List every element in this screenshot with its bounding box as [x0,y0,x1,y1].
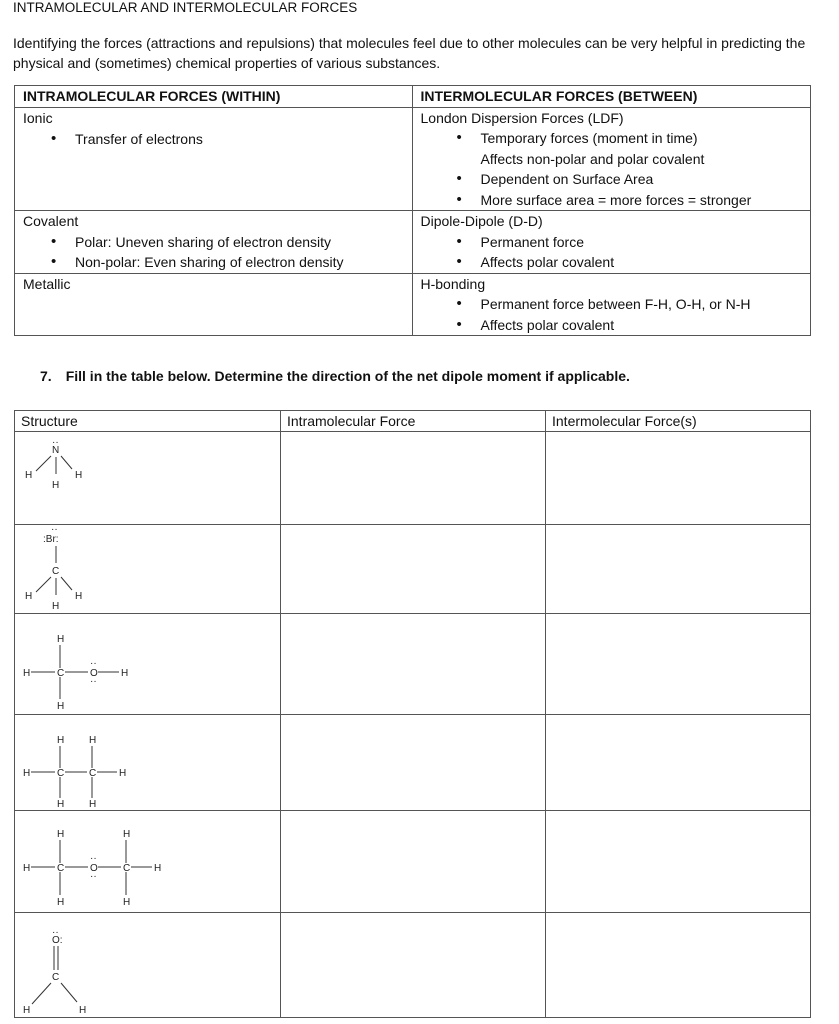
ch3oh-atom-o: O [90,668,98,679]
ch3och3-atom-c1: C [57,863,65,874]
answer-intra-c2h6[interactable] [281,715,546,811]
c2h6-atom-c2: C [89,768,97,779]
hb-bullet-1: • Permanent force between F-H, O-H, or N-H [481,294,803,315]
nh3-structure-drawing [15,432,280,524]
question-number: 7. [40,368,52,384]
inter-header: INTERMOLECULAR FORCES (BETWEEN) [412,86,811,108]
header-structure: Structure [15,411,281,432]
ch3och3-atom-c2: C [123,863,131,874]
intro-paragraph: Identifying the forces (attractions and repulsions) that molecules feel due to other molecules can be very helpful in predicting the physical and (sometimes) chemical properties of various substances. [13,35,806,71]
answer-inter-ch3br[interactable] [546,525,811,614]
c2h6-atom-h3: H [23,768,31,779]
header-intramolecular: Intramolecular Force [281,411,546,432]
dd-bullet-1: • Permanent force [481,232,803,253]
answer-intra-ch3br[interactable] [281,525,546,614]
ch3br-atom-c: C [52,566,60,577]
ch3oh-atom-h-left: H [23,668,31,679]
hb-cell [412,273,811,336]
metallic-label: Metallic [23,275,71,292]
ch3och3-lone-pair-top: ·· [90,853,97,864]
h2co-atom-h1: H [23,1005,31,1016]
h2co-structure-drawing [15,913,280,1017]
ch3och3-structure-drawing [15,811,280,912]
intra-header: INTRAMOLECULAR FORCES (WITHIN) [15,86,413,108]
h2co-atom-h2: H [79,1005,87,1016]
covalent-label: Covalent [23,213,79,229]
ch3och3-atom-h6: H [123,897,131,908]
metallic-cell [15,273,413,336]
ch3br-atom-h2: H [75,591,83,602]
h2co-lone-pair-top: ·· [52,927,59,938]
ch3och3-atom-h1: H [57,829,65,840]
ch3och3-atom-h5: H [57,897,65,908]
c2h6-atom-h4: H [119,768,127,779]
ch3br-lone-pair: ·· [51,525,58,535]
dd-label: Dipole-Dipole (D-D) [420,213,543,229]
answer-inter-c2h6[interactable] [546,715,811,811]
ch3och3-lone-pair-bottom: ·· [90,871,97,882]
c2h6-atom-c1: C [57,768,65,779]
covalent-cell [15,211,413,274]
ionic-bullet: • Transfer of electrons [75,129,404,150]
ch3oh-atom-h-bottom: H [57,701,65,712]
answer-inter-h2co[interactable] [546,913,811,1018]
question-text: Fill in the table below. Determine the direction of the net dipole moment if applicable. [65,368,630,384]
c2h6-atom-h6: H [89,799,97,810]
nh3-atom-h3: H [52,480,60,491]
nh3-atom-h2: H [75,470,83,481]
structure-h2co [15,913,281,1018]
h2co-atom-c: C [52,972,60,983]
ch3oh-lone-pair-top: ·· [90,658,97,669]
covalent-bullet-nonpolar: • Non-polar: Even sharing of electron density [75,252,404,273]
ch3br-atom-br: :Br: [43,534,59,545]
answer-inter-ch3och3[interactable] [546,811,811,913]
ionic-cell [15,107,413,211]
answer-intra-nh3[interactable] [281,432,546,525]
dd-bullet-2: • Affects polar covalent [481,252,803,273]
c2h6-atom-h1: H [57,735,65,746]
answer-intra-ch3och3[interactable] [281,811,546,913]
ch3och3-atom-h2: H [123,829,131,840]
ch3br-atom-h3: H [52,601,60,612]
ch3br-atom-h1: H [25,591,33,602]
structure-ch3oh [15,614,281,715]
nh3-lone-pair: ·· [52,437,59,448]
forces-table [14,85,811,336]
ldf-bullet-1: • Temporary forces (moment in time) Affects non-polar and polar covalent [481,128,803,169]
structure-nh3 [15,432,281,525]
answer-intra-ch3oh[interactable] [281,614,546,715]
ch3och3-atom-o: O [90,863,98,874]
ldf-bullet-2: • Dependent on Surface Area [481,169,803,190]
ch3och3-atom-h3: H [23,863,31,874]
c2h6-atom-h5: H [57,799,65,810]
nh3-atom-n: N [52,445,60,456]
ldf-label: London Dispersion Forces (LDF) [420,109,624,126]
covalent-bullet-polar: • Polar: Uneven sharing of electron density [75,232,404,253]
structure-ch3och3 [15,811,281,913]
hb-bullet-2: • Affects polar covalent [481,315,803,336]
ch3oh-atom-h-top: H [57,634,65,645]
ldf-cell [412,107,811,211]
structure-c2h6 [15,715,281,811]
ch3oh-lone-pair-bottom: ·· [90,676,97,687]
ch3oh-atom-c: C [57,668,65,679]
question-7 [40,368,630,384]
answer-intra-h2co[interactable] [281,913,546,1018]
ldf-bullet-3: • More surface area = more forces = stronger [481,190,803,211]
page-title: INTRAMOLECULAR AND INTERMOLECULAR FORCES [13,0,358,15]
ch3br-structure-drawing [15,525,280,613]
ch3och3-atom-h4: H [154,863,162,874]
nh3-atom-h1: H [25,470,33,481]
answer-inter-nh3[interactable] [546,432,811,525]
ch3oh-atom-h-right: H [121,668,129,679]
fill-table [14,410,811,1018]
h2co-atom-o: O: [52,935,63,946]
hb-label: H-bonding [420,275,486,292]
ch3oh-structure-drawing [15,614,280,714]
c2h6-atom-h2: H [89,735,97,746]
c2h6-structure-drawing [15,715,280,810]
structure-ch3br [15,525,281,614]
header-intermolecular: Intermolecular Force(s) [546,411,811,432]
ionic-label: Ionic [23,109,53,126]
answer-inter-ch3oh[interactable] [546,614,811,715]
dd-cell [412,211,811,274]
